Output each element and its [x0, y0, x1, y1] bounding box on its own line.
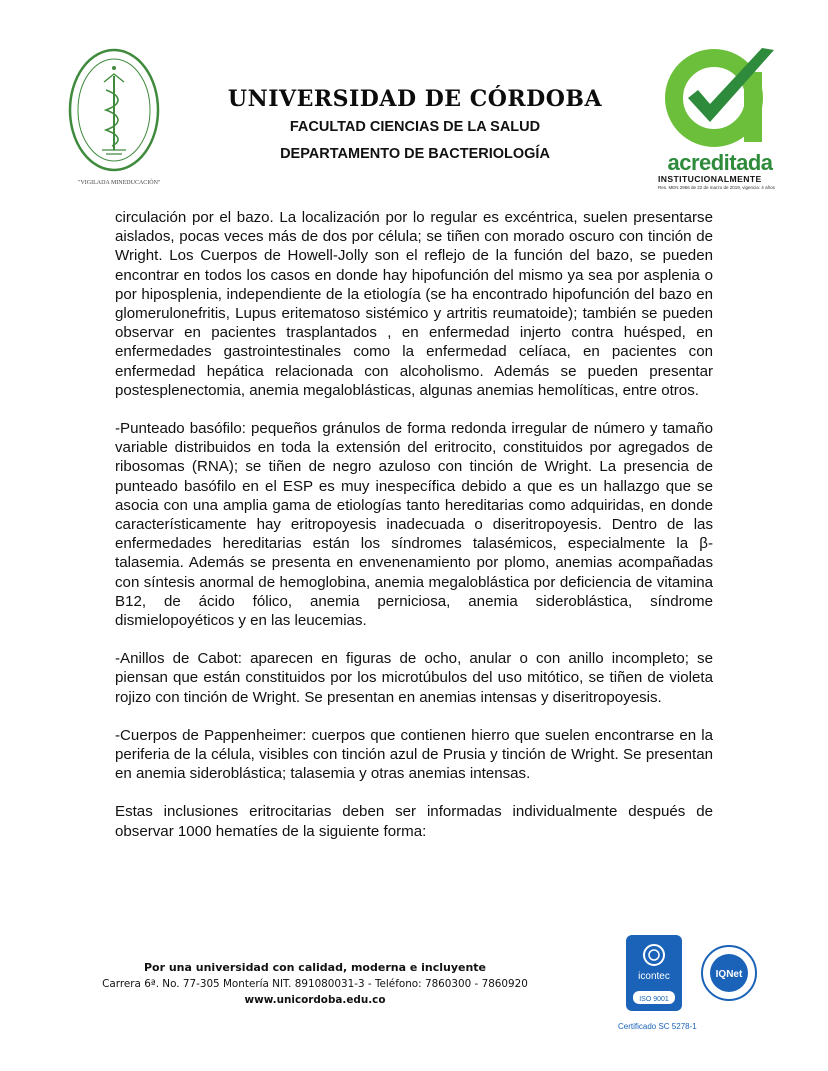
- paragraph-howell-jolly: circulación por el bazo. La localización por lo regular es excéntrica, suelen presentarse aislados, pocas veces más de dos por célula; se tiñen con morado oscuro con tinción de Wright. Los Cuerpos de Howell-Jolly son el reflejo de la función del bazo, se pueden encontrar en todos los casos en donde hay hipofunción del mismo ya sea por asplenia o por hiposplenia, independiente de la etiología (se ha encontrado hipofunción del bazo en glomerulonefritis, Lupus eritematoso sistémico y artritis reumatoide); también se pueden observar en pacientes trasplantados , en enfermedad injerto contra huésped, en enfermedades gastrointestinales como la enfermedad celíaca, en pacientes con enfermedad hepática relacionada con alcoholismo. Además se pueden presentar postesplenectomia, anemia megaloblásticas, algunas anemias hemolíticas, entre otros.: [115, 209, 713, 399]
- university-name: UNIVERSIDAD DE CÓRDOBA: [227, 86, 603, 112]
- accreditation-resolution: Res. MEN 2966 de 22 de marzo de 2019, vigencia: 4 años: [658, 185, 775, 190]
- faculty-name: FACULTAD CIENCIAS DE LA SALUD: [289, 119, 541, 135]
- document-body: [115, 208, 713, 860]
- iso-label: ISO 9001: [639, 996, 669, 1003]
- paragraph-punteado-basofilo: -Punteado basófilo: pequeños gránulos de forma redonda irregular de número y tamaño variable distribuidos en toda la extensión del eritrocito, constituidos por agregados de ribosomas (RNA); se tiñen de negro azuloso con tinción de Wright. La presencia de punteado basófilo en el ESP es muy inespecífica debido a que es un hallazgo que se asocia con una amplia gama de etiologías tanto hereditarias como adquiridas, en donde característicamente hay eritropoyesis inadecuada o diseritropoyesis. Dentro de las enfermedades hereditarias están los síndromes talasémicos, especialmente la β-talasemia. Además se presenta en envenenamiento por plomo, anemias acompañadas con síntesis anormal de hemoglobina, anemia megaloblástica por deficiencia de vitamina B12, de ácido fólico, anemia perniciosa, anemia sideroblástica, síndrome dismielopoyéticos y en las leucemias.: [115, 420, 713, 630]
- university-seal-logo: [66, 46, 162, 178]
- department-name: DEPARTAMENTO DE BACTERIOLOGÍA: [280, 146, 550, 162]
- icontec-label: icontec: [638, 971, 670, 982]
- footer-address: Carrera 6ª. No. 77-305 Montería NIT. 891080031-3 - Teléfono: 7860300 - 7860920: [102, 978, 528, 990]
- iqnet-label: IQNet: [715, 969, 743, 980]
- accreditation-word: acreditada: [667, 150, 773, 175]
- paragraph-anillos-cabot: -Anillos de Cabot: aparecen en figuras de ocho, anular o con anillo incompleto; se piensan que están constituidos por los microtúbulos del uso mitótico, se tiñen de violeta rojizo con tinción de Wright. Se presentan en anemias intensas y diseritropoyesis.: [115, 650, 713, 706]
- certificate-code: Certificado SC 5278-1: [618, 1022, 697, 1031]
- paragraph-conclusion: Estas inclusiones eritrocitarias deben ser informadas individualmente después de observar 1000 hematíes de la siguiente forma:: [115, 803, 713, 840]
- iqnet-certification-logo: [700, 944, 758, 1002]
- icontec-certification-logo: [626, 935, 682, 1011]
- accreditation-subtitle: INSTITUCIONALMENTE: [658, 174, 762, 184]
- footer-slogan: Por una universidad con calidad, moderna e incluyente: [143, 961, 487, 974]
- seal-caption: "VIGILADA MINEDUCACIÓN": [78, 180, 161, 186]
- footer-website: www.unicordoba.edu.co: [244, 994, 386, 1006]
- page-footer: [100, 960, 530, 1008]
- paragraph-pappenheimer: -Cuerpos de Pappenheimer: cuerpos que contienen hierro que suelen encontrarse en la periferia de la célula, visibles con tinción azul de Prusia y tinción de Wright. Se presentan en anemia sideroblástica; talasemia y otras anemias intensas.: [115, 726, 713, 783]
